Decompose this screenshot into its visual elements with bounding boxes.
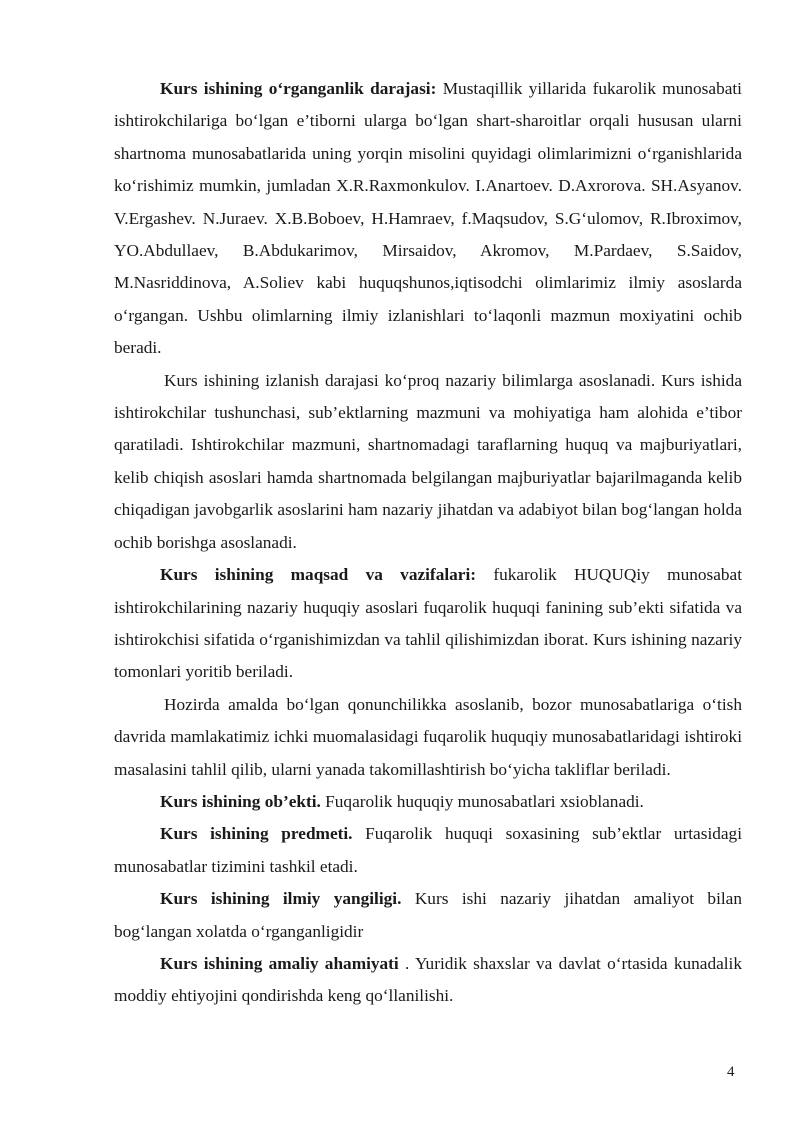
paragraph-study-level	[114, 73, 742, 365]
paragraph-current-law	[114, 689, 742, 786]
paragraph-heading: Kurs ishining o‘rganganlik darajasi:	[160, 79, 437, 98]
page-number: 4	[727, 1064, 735, 1080]
paragraph-text: fukarolik HUQUQiy munosabat ishtirokchilarining nazariy huquqiy asoslari fuqarolik huquqi fanining sub’ekti sifatida va ishtirokchisi sifatida o‘rganishimizdan va tahlil qilishimizdan iborat. Kurs ishining nazariy tomonlari yoritib beriladi.	[114, 565, 742, 682]
document-page	[114, 73, 742, 1013]
paragraph-heading: Kurs ishining ilmiy yangiligi.	[160, 889, 402, 909]
paragraph-heading: Kurs ishining amaliy ahamiyati	[160, 953, 399, 973]
paragraph-research-level	[114, 365, 742, 559]
paragraph-object	[114, 786, 742, 818]
paragraph-text: Kurs ishi nazariy jihatdan amaliyot bilan bog‘langan xolatda o‘rganganligidir	[114, 889, 742, 941]
paragraph-text: Fuqarolik huquqiy munosabatlari xsioblanadi.	[320, 791, 644, 811]
paragraph-heading: Kurs ishining predmeti.	[160, 824, 353, 844]
paragraph-heading: Kurs ishining maqsad va vazifalari:	[160, 565, 477, 585]
paragraph-goals	[114, 559, 742, 689]
paragraph-novelty	[114, 883, 742, 948]
paragraph-subject	[114, 818, 742, 883]
paragraph-text: Fuqarolik huquqi soxasining sub’ektlar urtasidagi munosabatlar tizimini tashkil etadi.	[114, 824, 742, 876]
paragraph-practical-value	[114, 948, 742, 1013]
paragraph-text: . Yuridik shaxslar va davlat o‘rtasida kunadalik moddiy ehtiyojini qondirishda keng qo‘llanilishi.	[114, 953, 742, 1006]
paragraph-text: Mustaqillik yillarida fukarolik munosabati ishtirokchilariga bo‘lgan e’tiborni ularga bo‘lgan shart-sharoitlar orqali hususan ularni shartnoma munosabatlarida uning yorqin misolini quyidagi olimlarimizni o‘rganishlarida ko‘rishimiz mumkin, jumladan X.R.Raxmonkulov. I.Anartoev. D.Axrorova. SH.Asyanov. V.Ergashev. N.Juraev. X.B.Boboev, H.Hamraev, f.Maqsudov, S.G‘ulomov, R.Ibroximov, YO.Abdullaev, B.Abdukarimov, Mirsaidov, Akromov, M.Pardaev, S.Saidov, M.Nasriddinova, A.Soliev kabi huquqshunos,iqtisodchi olimlarimiz ilmiy asoslarda o‘rgangan. Ushbu olimlarning ilmiy izlanishlari to‘laqonli mazmun moxiyatini ochib beradi.	[114, 79, 742, 358]
paragraph-text: Hozirda amalda bo‘lgan qonunchilikka asoslanib, bozor munosabatlariga o‘tish davrida mamlakatimiz ichki muomalasidagi fuqarolik huquqiy munosabatlaridagi ishtiroki masalasini tahlil qilib, ularni yanada takomillashtirish bo‘yicha takliflar beriladi.	[114, 694, 742, 779]
paragraph-heading: Kurs ishining ob’ekti.	[160, 791, 321, 811]
paragraph-text: Kurs ishining izlanish darajasi ko‘proq nazariy bilimlarga asoslanadi. Kurs ishida ishtirokchilar tushunchasi, sub’ektlarning mazmuni va mohiyatiga ham alohida e’tibor qaratiladi. Ishtirokchilar mazmuni, shartnomadagi taraflarning huquq va majburiyatlari, kelib chiqish asoslari hamda shartnomada belgilangan majburiyatlar bajarilmaganda kelib chiqadigan javobgarlik asoslarini ham nazariy jihatdan va adabiyot bilan bog‘langan holda ochib borishga asoslanadi.	[114, 370, 742, 552]
